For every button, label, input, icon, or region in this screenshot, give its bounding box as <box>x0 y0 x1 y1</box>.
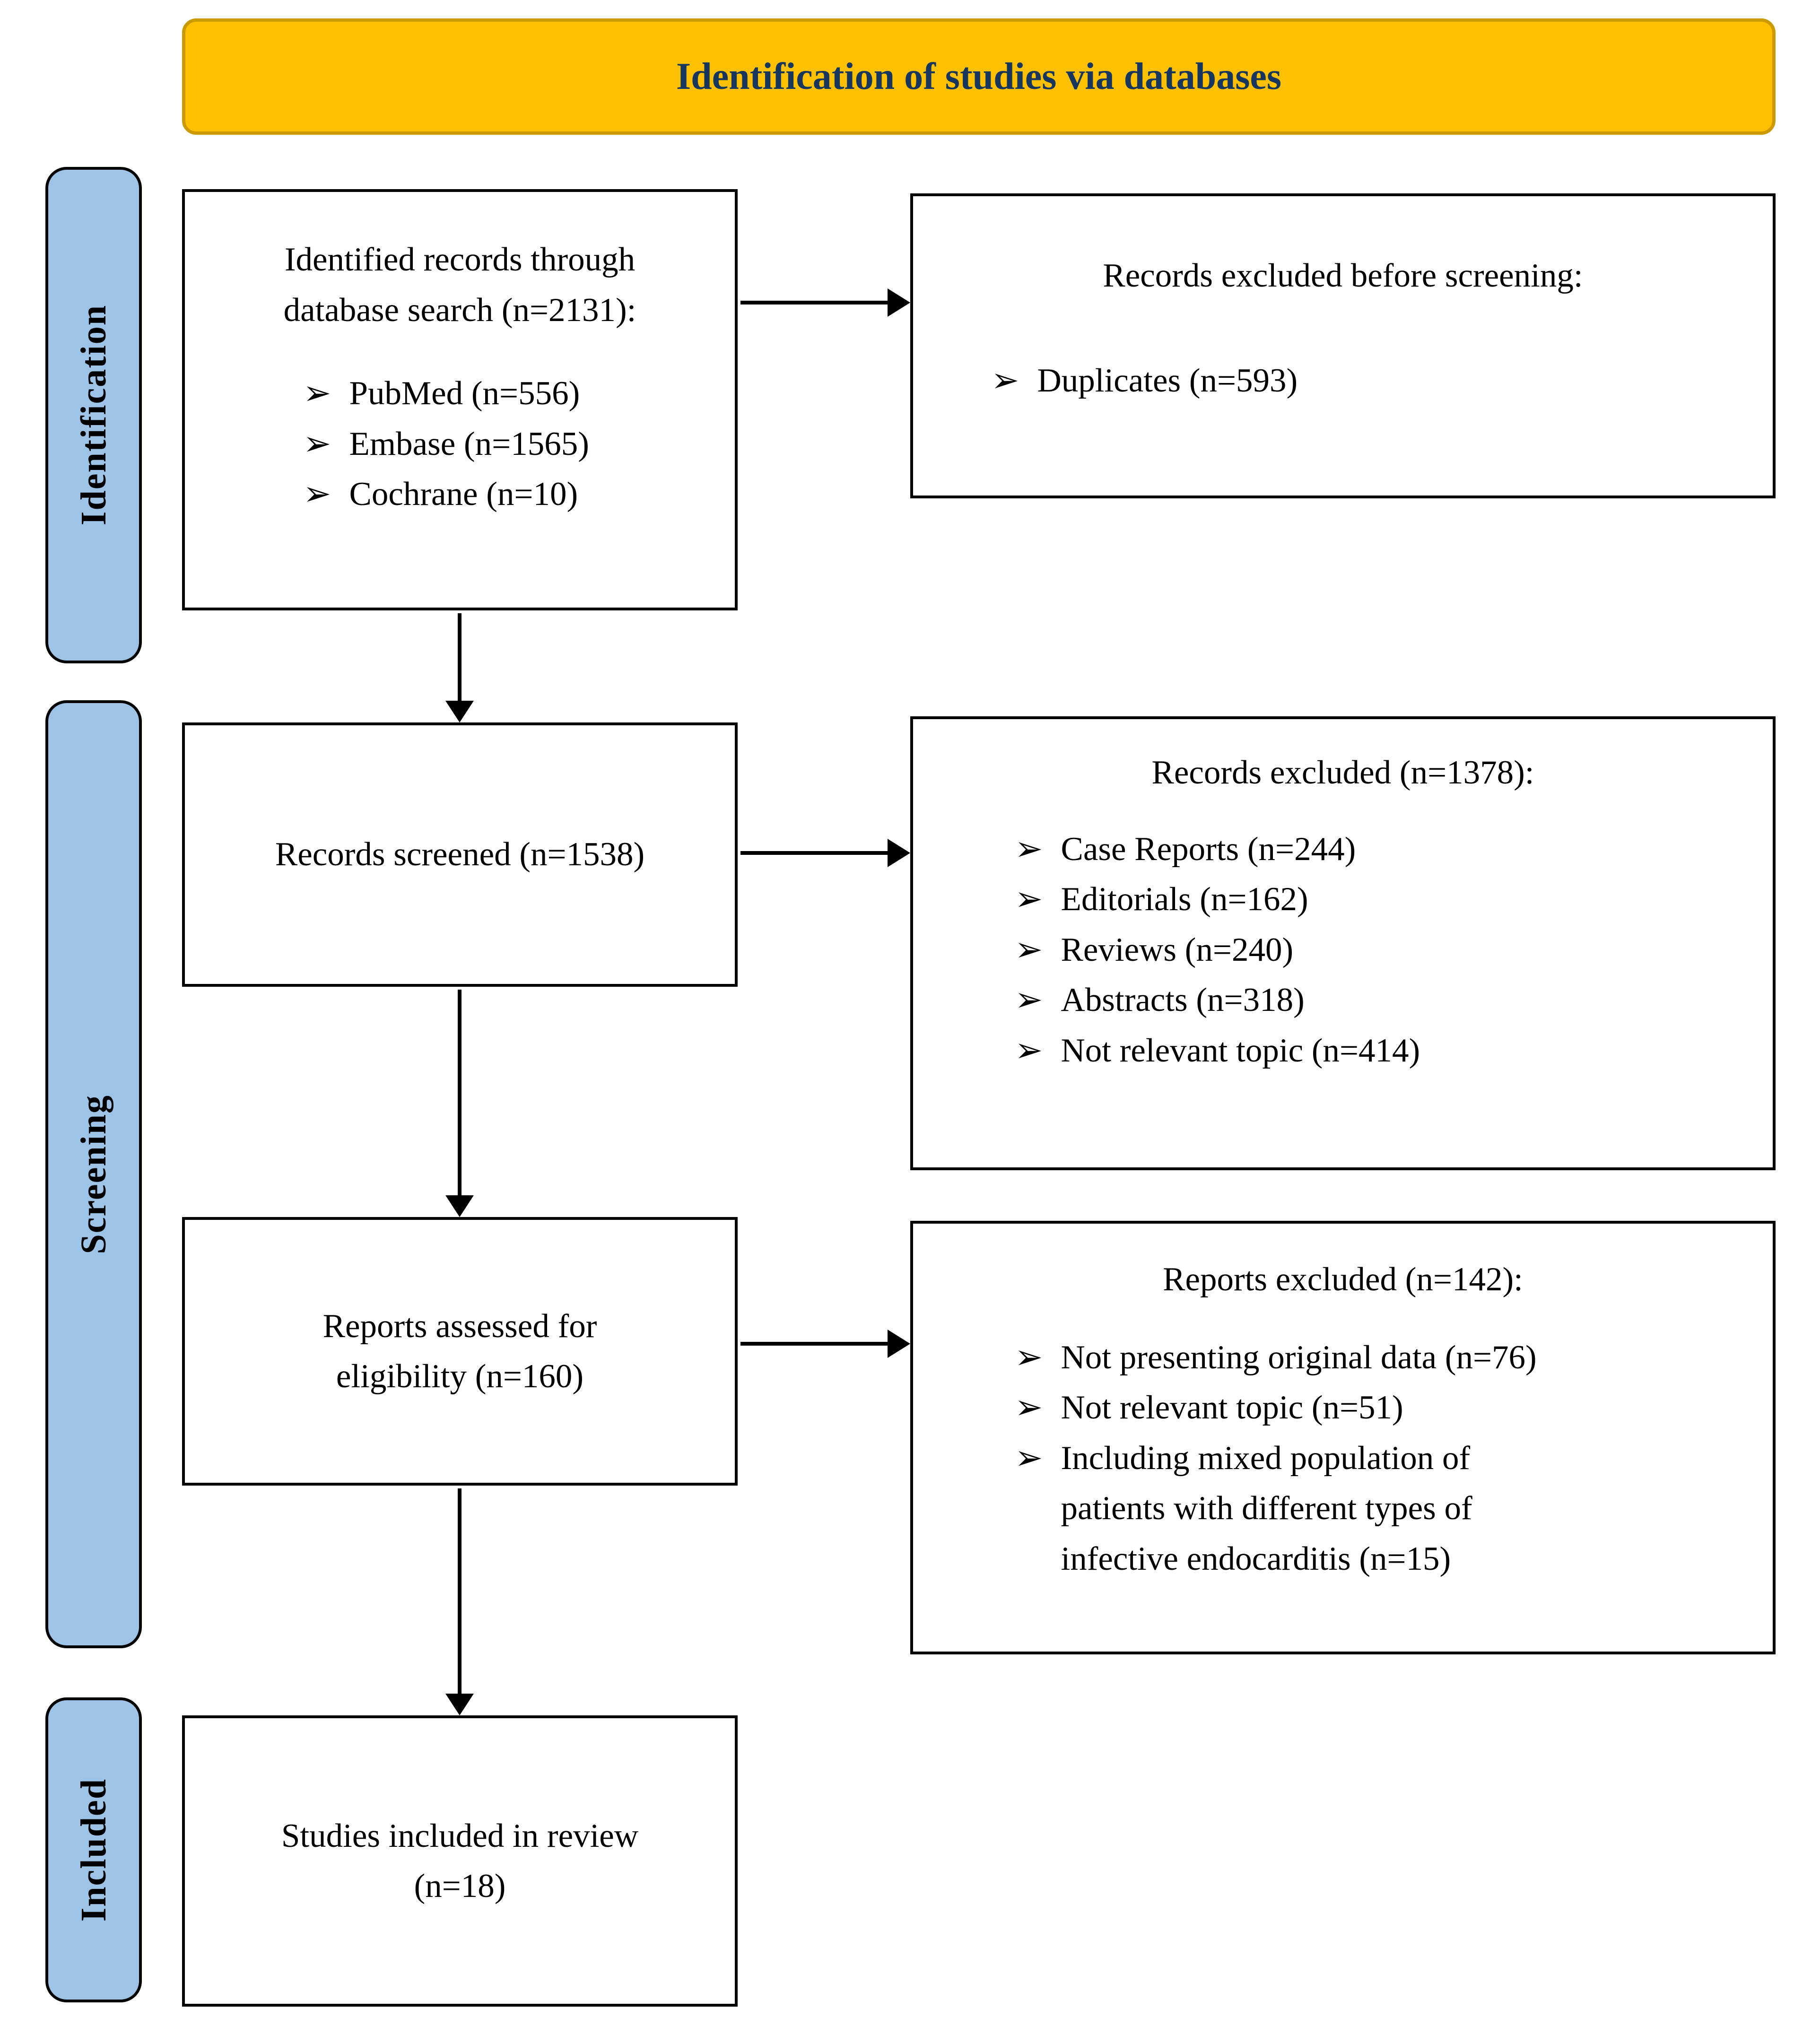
arrowhead-bullet-icon: ➢ <box>1015 1389 1043 1426</box>
box-records-screened <box>182 722 738 987</box>
bullet-text: Case Reports (n=244) <box>1061 830 1356 868</box>
bullet-text: Not relevant topic (n=414) <box>1061 1032 1420 1069</box>
list-item <box>1015 925 1744 975</box>
box-title: Identified records through database search (n=2131): <box>283 241 636 329</box>
bullet-list <box>913 824 1773 1076</box>
bullet-list <box>913 1332 1773 1584</box>
list-item <box>1015 1433 1744 1584</box>
bullet-text: PubMed (n=556) <box>349 375 580 412</box>
box-reports-excluded <box>910 1221 1776 1654</box>
arrowhead-bullet-icon: ➢ <box>1015 982 1043 1018</box>
arrowhead-bullet-icon: ➢ <box>1015 931 1043 968</box>
arrow-right-identified-to-excluded <box>740 301 888 304</box>
box-reports-assessed <box>182 1217 738 1486</box>
bullet-text: Reviews (n=240) <box>1061 931 1294 968</box>
arrowhead-bullet-icon: ➢ <box>991 362 1019 399</box>
box-title: Records excluded before screening: <box>1103 257 1583 294</box>
bullet-text: Editorials (n=162) <box>1061 881 1308 918</box>
stage-strip-identification <box>45 167 142 663</box>
list-item <box>1015 975 1744 1026</box>
box-title: Studies included in review (n=18) <box>281 1817 639 1905</box>
list-item <box>303 469 716 520</box>
list-item <box>1015 1383 1744 1433</box>
list-item <box>303 419 716 470</box>
arrow-down-identified-to-screened <box>458 613 462 702</box>
arrowhead-bullet-icon: ➢ <box>1015 881 1043 918</box>
bullet-text: Not presenting original data (n=76) <box>1061 1339 1537 1376</box>
arrowhead-bullet-icon: ➢ <box>1015 1339 1043 1376</box>
bullet-text: Duplicates (n=593) <box>1037 362 1298 399</box>
stage-label-identification: Identification <box>73 304 113 526</box>
box-title: Records excluded (n=1378): <box>1151 754 1534 791</box>
list-item <box>991 356 1744 406</box>
box-excluded-before-screening <box>910 193 1776 498</box>
box-identified-records <box>182 189 738 610</box>
banner <box>182 18 1776 135</box>
arrowhead-bullet-icon: ➢ <box>1015 1439 1043 1477</box>
box-title: Reports excluded (n=142): <box>1163 1261 1523 1298</box>
bullet-text: Not relevant topic (n=51) <box>1061 1389 1403 1426</box>
list-item <box>1015 874 1744 925</box>
stage-strip-screening <box>45 700 142 1648</box>
arrowhead-bullet-icon: ➢ <box>1015 830 1043 868</box>
arrowhead-bullet-icon: ➢ <box>1015 1032 1043 1069</box>
arrowhead-bullet-icon: ➢ <box>303 425 331 462</box>
box-studies-included <box>182 1715 738 2007</box>
bullet-text: Including mixed population of patients with different types of infective endocarditis (n=15) <box>1061 1439 1472 1577</box>
list-item <box>1015 1332 1744 1383</box>
arrow-down-assessed-to-included <box>458 1488 462 1695</box>
stage-strip-included <box>45 1697 142 2002</box>
box-title: Reports assessed for eligibility (n=160) <box>322 1307 597 1395</box>
bullet-text: Embase (n=1565) <box>349 425 589 462</box>
arrow-right-screened-to-excluded <box>740 851 888 855</box>
bullet-text: Abstracts (n=318) <box>1061 982 1305 1018</box>
arrowhead-bullet-icon: ➢ <box>303 476 331 513</box>
arrow-right-assessed-to-excluded <box>740 1342 888 1346</box>
arrowhead-bullet-icon: ➢ <box>303 375 331 412</box>
stage-label-included: Included <box>73 1778 113 1922</box>
list-item <box>303 368 716 419</box>
stage-label-screening: Screening <box>73 1094 113 1254</box>
bullet-text: Cochrane (n=10) <box>349 476 578 513</box>
bullet-list <box>185 368 735 520</box>
list-item <box>1015 824 1744 875</box>
arrow-down-screened-to-assessed <box>458 990 462 1196</box>
box-title: Records screened (n=1538) <box>275 836 645 873</box>
banner-title: Identification of studies via databases <box>676 55 1282 97</box>
bullet-list <box>913 356 1773 406</box>
list-item <box>1015 1026 1744 1076</box>
box-records-excluded <box>910 716 1776 1170</box>
